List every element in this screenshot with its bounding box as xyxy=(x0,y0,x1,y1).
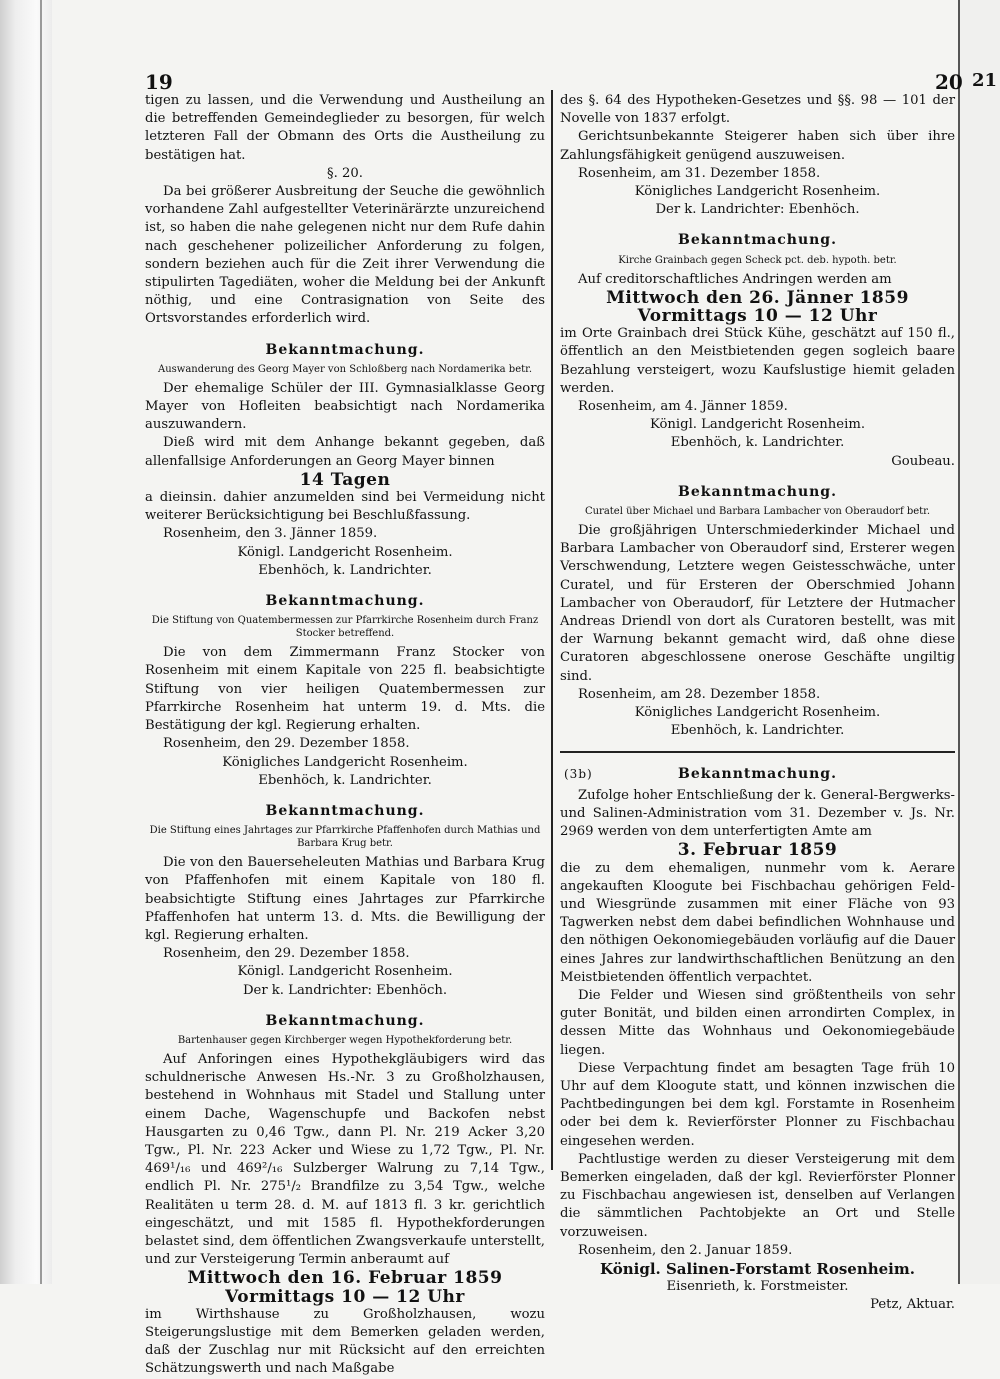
notice-title: Bekanntmachung. xyxy=(678,232,837,249)
left-column xyxy=(145,92,545,1379)
notice-subject: Auswanderung des Georg Mayer von Schloßberg nach Nordamerika betr. xyxy=(157,363,533,375)
paragraph: a dieinsin. dahier anzumelden sind bei Vermeidung nicht weiterer Berücksichtigung bei Beschlußfassung. xyxy=(145,490,545,524)
court-name: Königl. Landgericht Rosenheim. xyxy=(237,544,453,560)
notice-number: (3b) xyxy=(564,766,593,781)
lease-date: 3. Februar 1859 xyxy=(677,840,838,861)
date-line: Rosenheim, am 28. Dezember 1858. xyxy=(578,686,821,702)
clerk-name: Petz, Aktuar. xyxy=(870,1297,955,1313)
paragraph: im Orte Grainbach drei Stück Kühe, geschätzt auf 150 fl., öffentlich an den Meistbietenden gegen sogleich baare Bezahlung versteigert, wozu Kaufslustige hiemit geladen werden. xyxy=(560,326,955,396)
signature: Ebenhöch, k. Landrichter. xyxy=(258,772,432,788)
paragraph: Auf creditorschaftliches Andringen werden am xyxy=(578,271,892,287)
court-name: Königl. Landgericht Rosenheim. xyxy=(649,417,866,433)
paragraph: Diese Verpachtung findet am besagten Tage früh 10 Uhr auf dem Kloogute statt, und können inzwischen die Pachtbedingungen bei dem kgl. Forstamte in Rosenheim oder bei dem k. Revierförster Plonner zu Fischbachau eingesehen werden. xyxy=(560,1060,955,1149)
paragraph: Die Felder und Wiesen sind größtentheils von sehr guter Bonität, und bilden einen arrondirten Complex, in dessen Mitte das Wohnhaus und Oekonomiegebäude liegen. xyxy=(560,987,955,1058)
notice-subject: Die Stiftung eines Jahrtages zur Pfarrkirche Pfaffenhofen durch Mathias und Barbara Krug betr. xyxy=(149,825,541,850)
signature: Ebenhöch, k. Landrichter. xyxy=(670,723,845,739)
notice-title-text: Bekanntmachung. xyxy=(678,765,837,782)
auction-date: Mittwoch den 16. Februar 1859 xyxy=(187,1268,503,1289)
notice-title: Bekanntmachung. xyxy=(265,593,425,610)
page-number-left: 19 xyxy=(145,70,173,94)
previous-page-edge xyxy=(0,0,52,1284)
paragraph: Gerichtsunbekannte Steigerer haben sich über ihre Zahlungsfähigkeit genügend auszuweisen. xyxy=(560,129,955,163)
date-line: Rosenheim, am 31. Dezember 1858. xyxy=(578,165,821,181)
paragraph: Die von dem Zimmermann Franz Stocker von Rosenheim mit einem Kapitale von 225 fl. beabsichtigte Stiftung von vier heiligen Quatembermessen zur Pfarrkirche Rosenheim hat unterm 19. d. Mts. die Bestätigung der kgl. Regierung erhalten. xyxy=(145,645,545,734)
court-name: Königliches Landgericht Rosenheim. xyxy=(222,754,468,770)
clerk-name: Goubeau. xyxy=(891,453,955,469)
signature: Ebenhöch, k. Landrichter. xyxy=(258,562,432,578)
next-page-edge xyxy=(958,0,1000,1284)
date-line: Rosenheim, am 4. Jänner 1859. xyxy=(578,399,788,415)
paragraph: im Wirthshause zu Großholzhausen, wozu Steigerungslustige mit dem Bemerken geladen werden, daß der Zuschlag nur mit Rücksicht auf den erreichten Schätzungswerth und nach Maßgabe xyxy=(145,1306,545,1377)
date-line: Rosenheim, den 2. Januar 1859. xyxy=(578,1242,793,1258)
notice-title: Bekanntmachung. xyxy=(265,341,425,358)
signature: Der k. Landrichter: Ebenhöch. xyxy=(655,202,860,218)
paragraph: Dieß wird mit dem Anhange bekannt gegeben, daß allenfallsige Anforderungen an Georg Mayer binnen xyxy=(145,435,545,469)
notice-subject: Kirche Grainbach gegen Scheck pct. deb. hypoth. betr. xyxy=(618,254,897,266)
auction-date: Mittwoch den 26. Jänner 1859 xyxy=(606,287,909,308)
paragraph: Pachtlustige werden zu dieser Versteigerung mit dem Bemerken eingeladen, daß der kgl. Revierförster Plonner zu Fischbachau angewiesen ist, denselben auf Verlangen die sämmtlichen Pachtobjekte an Ort und Stelle vorzuweisen. xyxy=(560,1151,955,1240)
page-number-right: 20 xyxy=(935,70,963,94)
signature: Der k. Landrichter: Ebenhöch. xyxy=(242,982,448,998)
date-line: Rosenheim, den 29. Dezember 1858. xyxy=(163,736,410,752)
deadline: 14 Tagen xyxy=(299,469,391,490)
column-divider xyxy=(551,90,553,1170)
notice-title: Bekanntmachung. xyxy=(265,802,425,819)
date-line: Rosenheim, den 3. Jänner 1859. xyxy=(163,526,378,542)
paragraph: Da bei größerer Ausbreitung der Seuche die gewöhnlich vorhandene Zahl aufgestellter Veterinärärzte unzureichend ist, so haben die nahe gelegenen nicht nur dem Rufe dahin nach geschehener polizeilicher Anforderung zu folgen, sondern beziehen auch für die Zeit ihrer Verwendung die stipulirten Tagediäten, woher die Meldung bei der Ankunft nöthig, und eine Contrasignation von Seite des Ortsvorstandes erforderlich wird. xyxy=(145,184,545,327)
paragraph: Die von den Bauerseheleuten Mathias und Barbara Krug von Pfaffenhofen mit einem Kapitale von 180 fl. beabsichtigte Stiftung eines Jahrtages zur Pfarrkirche Pfaffenhofen hat unterm 13. d. Mts. die Bewilligung der kgl. Regierung erhalten. xyxy=(145,855,545,943)
notice-title xyxy=(560,765,955,783)
notice-title: Bekanntmachung. xyxy=(265,1012,425,1029)
auction-time: Vormittags 10 — 12 Uhr xyxy=(225,1286,465,1307)
next-page-number: 21 xyxy=(972,70,998,91)
paragraph: Die großjährigen Unterschmiederkinder Michael und Barbara Lambacher von Oberaudorf sind, Ersterer wegen Verschwendung, Letztere wegen Geistesschwäche, unter Curatel, und für Ersteren der Oberschmied Johann Lambacher von Oberaudorf, für Letztere der Hutmacher Andreas Driendl von dort als Curatoren bestellt, was mit der Warnung bekannt gemacht wird, daß ohne diese Curatoren abgeschlossene onerose Geschäfte ungiltig sind. xyxy=(560,523,955,684)
court-name: Königliches Landgericht Rosenheim. xyxy=(634,705,881,721)
paragraph: Auf Anforingen eines Hypothekgläubigers wird das schuldnerische Anwesen Hs.-Nr. 3 zu Großholzhausen, bestehend in Wohnhaus mit Stadel und Stallung unter einem Dache, Wagenschupfe und Backofen nebst Hausgarten zu 0,46 Tgw., dann Pl. Nr. 219 Acker 3,20 Tgw., Pl. Nr. 223 Acker und Wiese zu 1,72 Tgw., Pl. Nr. 469¹/₁₆ und 469²/₁₆ Sulzberger Walrung zu 7,14 Tgw., endlich Pl. Nr. 275¹/₂ Brandfilze zu 3,54 Tgw., welche Realitäten u term 28. d. M. auf 1813 fl. 3 kr. gerichtlich eingeschätzt, und mit 1585 fl. Hypothekforderungen belastet sind, dem öffentlichen Zwangsverkaufe unterstellt, und zur Versteigerung Termin anberaumt auf xyxy=(145,1051,545,1268)
signature: Eisenrieth, k. Forstmeister. xyxy=(666,1279,849,1295)
court-name: Königl. Landgericht Rosenheim. xyxy=(237,964,453,980)
auction-time: Vormittags 10 — 12 Uhr xyxy=(637,306,878,327)
notice-subject: Bartenhauser gegen Kirchberger wegen Hypothekforderung betr. xyxy=(177,1034,513,1046)
paragraph: des §. 64 des Hypotheken-Gesetzes und §§. 98 — 101 der Novelle von 1837 erfolgt. xyxy=(560,93,955,127)
notice-subject: Die Stiftung von Quatembermessen zur Pfarrkirche Rosenheim durch Franz Stocker betreffend. xyxy=(151,615,539,640)
section-rule xyxy=(560,751,955,753)
notice-title: Bekanntmachung. xyxy=(678,483,837,500)
signature: Ebenhöch, k. Landrichter. xyxy=(670,435,845,451)
court-name: Königliches Landgericht Rosenheim. xyxy=(634,184,881,200)
section-heading: §. 20. xyxy=(327,165,363,181)
date-line: Rosenheim, den 29. Dezember 1858. xyxy=(163,946,410,962)
right-column xyxy=(560,92,955,1315)
paragraph: Zufolge hoher Entschließung der k. General-Bergwerks- und Salinen-Administration vom 31. Dezember v. Js. Nr. 2969 werden von dem unterfertigten Amte am xyxy=(560,787,955,840)
paragraph: Der ehemalige Schüler der III. Gymnasialklasse Georg Mayer von Hofleiten beabsichtigt nach Nordamerika auszuwandern. xyxy=(145,380,545,433)
newspaper-spread xyxy=(140,60,963,1377)
notice-subject: Curatel über Michael und Barbara Lambacher von Oberaudorf betr. xyxy=(584,506,931,518)
office-name: Königl. Salinen-Forstamt Rosenheim. xyxy=(600,1259,915,1278)
paragraph: tigen zu lassen, und die Verwendung und Austheilung an die betreffenden Gemeindeglieder zu besorgen, für welch letzteren Fall der Obmann des Orts die Austheilung zu bestätigen hat. xyxy=(145,93,545,163)
paragraph: die zu dem ehemaligen, nunmehr vom k. Aerare angekauften Kloogute bei Fischbachau gehörigen Feld- und Wiesgründe zusammen mit einer Fläche von 93 Tagwerken nebst dem dabei befindlichen Wohnhause und den nöthigen Oekonomiegebäuden vorläufig auf die Dauer eines Jahres zur landwirthschaftlichen Benützung an den Meistbietenden öffentlich verpachtet. xyxy=(560,860,955,985)
